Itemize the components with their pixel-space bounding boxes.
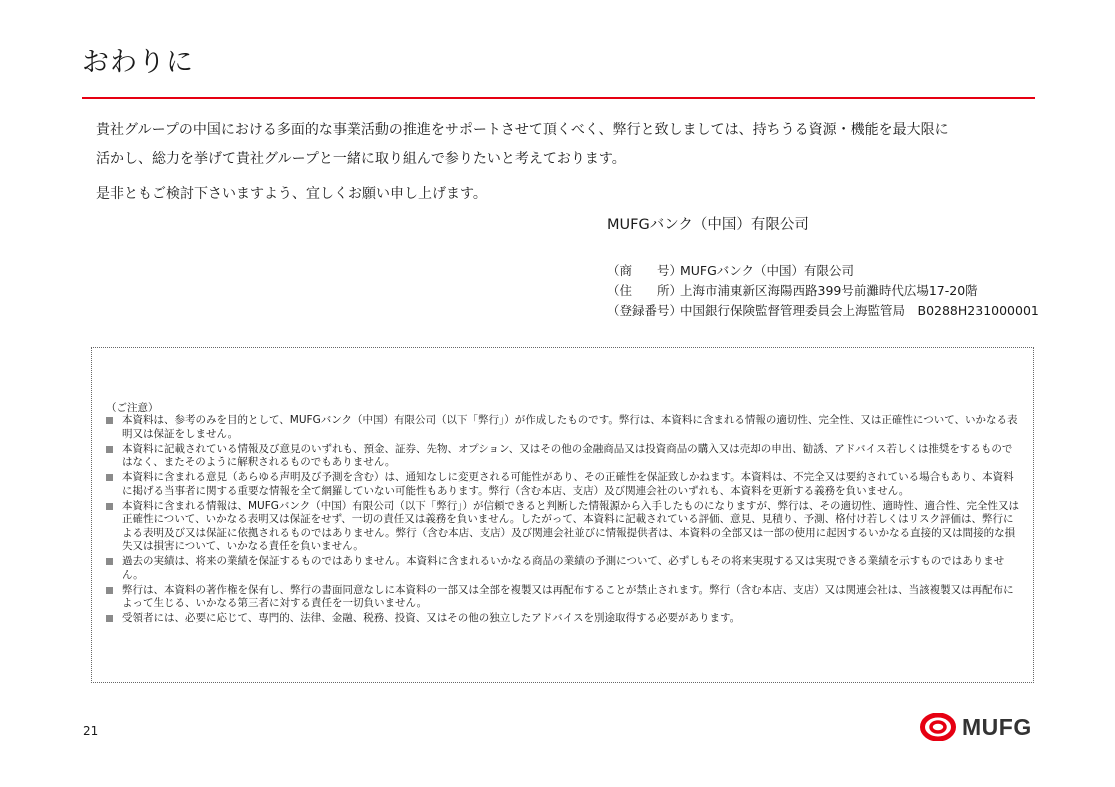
square-bullet-icon: [106, 417, 113, 424]
signature-company-name: MUFGバンク（中国）有限公司: [607, 217, 809, 233]
disclaimer-heading: （ご注意）: [106, 402, 159, 414]
page-number: 21: [83, 724, 99, 738]
page-title: おわりに: [82, 47, 194, 78]
company-info: [607, 261, 1039, 321]
body-paragraph-line-2: 活かし、総力を挙げて貴社グループと一緒に取り組んで参りたいと考えております。: [96, 151, 626, 167]
disclaimer-item: [106, 500, 1021, 554]
disclaimer-item: [106, 555, 1021, 582]
disclaimer-item: [106, 471, 1021, 498]
disclaimer-text: 本資料に記載されている情報及び意見のいずれも、預金、証券、先物、オプション、又はその他の金融商品又は投資商品の購入又は売却の申出、勧誘、アドバイス若しくは推奨をするものではなく、またそのように解釈されるものでもありません。: [122, 442, 1013, 468]
square-bullet-icon: [106, 615, 113, 622]
disclaimer-text: 本資料は、参考のみを目的として、MUFGバンク（中国）有限公司（以下「弊行」）が作成したものです。弊行は、本資料に含まれる情報の適切性、完全性、又は正確性について、いかなる表明又は保証をしません。: [122, 414, 1018, 440]
mufg-logo: [920, 713, 1032, 741]
disclaimer-text: 本資料に含まれる情報は、MUFGバンク（中国）有限公司（以下「弊行」）が信頼できると判断した情報源から入手したものになりますが、弊行は、その適切性、適時性、適合性、完全性又は正確性について、いかなる表明又は保証をせず、一切の責任又は義務を負いません。したがって、本資料に記載されている評価、意見、見積り、予測、格付け若しくはリスク評価は、弊行による表明及び又は保証に依拠されるものではありません。弊行（含む本店、支店）及び関連会社並びに情報提供者は、本資料の全部又は一部の使用に起因するいかなる直接的又は間接的な損失又は損害について、いかなる責任を負いません。: [122, 499, 1019, 552]
company-info-value: 中国銀行保険監督管理委員会上海監管局 B0288H231000001: [680, 303, 1039, 318]
square-bullet-icon: [106, 587, 113, 594]
company-info-row-registration: [607, 301, 1039, 321]
square-bullet-icon: [106, 558, 113, 565]
body-paragraph-line-1: 貴社グループの中国における多面的な事業活動の推進をサポートさせて頂くべく、弊行と致しましては、持ちうる資源・機能を最大限に: [96, 122, 949, 138]
title-divider: [82, 97, 1035, 99]
company-info-value: MUFGバンク（中国）有限公司: [680, 263, 855, 278]
disclaimer-list: [106, 414, 1021, 627]
disclaimer-text: 受領者には、必要に応じて、専門的、法律、金融、税務、投資、又はその他の独立したアドバイスを別途取得する必要があります。: [122, 612, 741, 624]
mufg-logo-icon: [920, 713, 956, 741]
disclaimer-item: [106, 612, 1021, 626]
disclaimer-text: 本資料に含まれる意見（あらゆる声明及び予測を含む）は、通知なしに変更される可能性があり、その正確性を保証致しかねます。本資料は、不完全又は要約されている場合もあり、本資料に掲げる当事者に関する重要な情報を全て網羅していない可能性もあります。弊行（含む本店、支店）及び関連会社のいずれも、本資料を更新する義務を負いません。: [122, 471, 1014, 497]
company-info-label: （住 所）: [607, 283, 683, 298]
disclaimer-text: 過去の実績は、将来の業績を保証するものではありません。本資料に含まれるいかなる商品の業績の予測について、必ずしもその将来実現する又は実現できる業績を示すものではありません。: [122, 555, 1005, 581]
company-info-row-address: [607, 281, 1039, 301]
logo-wordmark: MUFG: [962, 713, 1032, 740]
square-bullet-icon: [106, 503, 113, 510]
disclaimer-item: [106, 443, 1021, 470]
disclaimer-item: [106, 414, 1021, 441]
company-info-value: 上海市浦東新区海陽西路399号前灘時代広場17-20階: [680, 283, 978, 298]
company-info-label: （商 号）: [607, 263, 683, 278]
body-paragraph-request: 是非ともご検討下さいますよう、宜しくお願い申し上げます。: [96, 186, 487, 202]
square-bullet-icon: [106, 446, 113, 453]
disclaimer-item: [106, 584, 1021, 611]
company-info-row-name: [607, 261, 1039, 281]
disclaimer-text: 弊行は、本資料の著作権を保有し、弊行の書面同意なしに本資料の一部又は全部を複製又は再配布することが禁止されます。弊行（含む本店、支店）又は関連会社は、当該複製又は再配布によって生じる、いかなる第三者に対する責任を一切負いません。: [122, 583, 1014, 609]
square-bullet-icon: [106, 474, 113, 481]
company-info-label: （登録番号）: [607, 303, 683, 318]
